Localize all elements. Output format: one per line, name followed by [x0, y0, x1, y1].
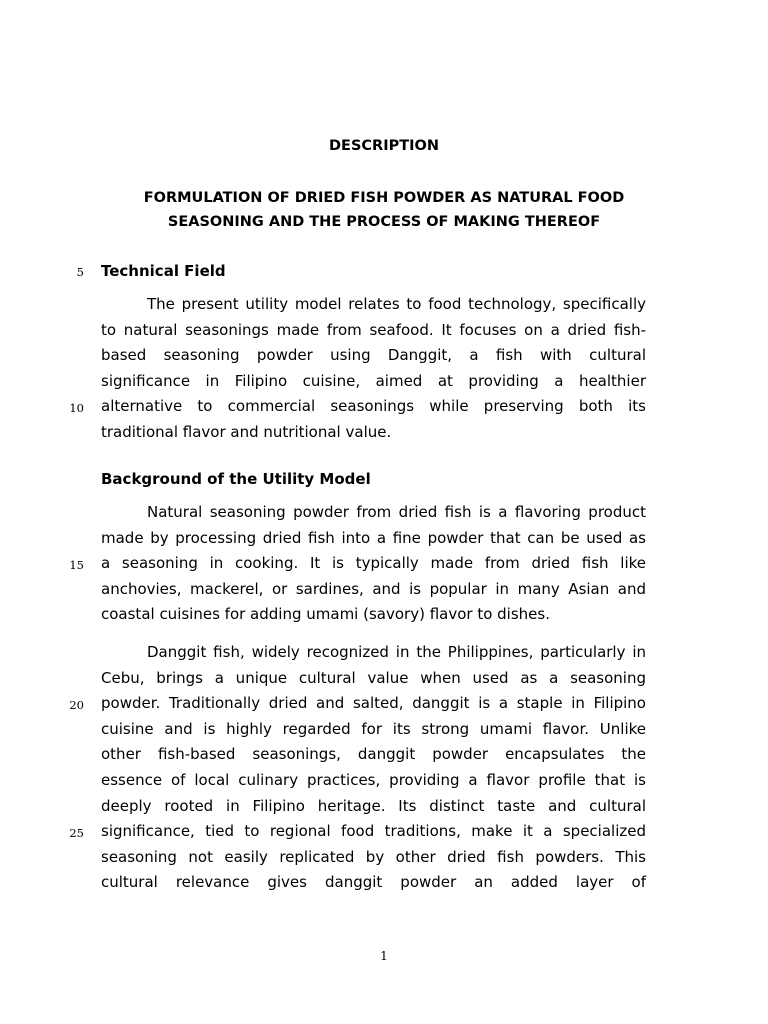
background-paragraph-2	[101, 640, 646, 896]
paragraph-line: alternative to commercial seasonings while preserving both its	[101, 397, 646, 416]
paragraph-line: Danggit fish, widely recognized in the Philippines, particularly in	[147, 643, 646, 661]
line-number-15: 15	[69, 558, 84, 572]
page-number: 1	[380, 949, 388, 963]
background-paragraph-1	[101, 500, 646, 628]
title-line-1: FORMULATION OF DRIED FISH POWDER AS NATURAL FOOD	[143, 190, 625, 206]
paragraph-line: to natural seasonings made from seafood. It focuses on a dried fish-	[101, 320, 646, 339]
description-heading: DESCRIPTION	[329, 138, 439, 154]
technical-field-heading: Technical Field	[101, 262, 226, 280]
paragraph-line: seasoning not easily replicated by other dried fish powders. This	[101, 847, 646, 866]
line-number-10: 10	[69, 401, 84, 415]
technical-field-paragraph	[101, 292, 646, 446]
paragraph-line: anchovies, mackerel, or sardines, and is popular in many Asian and	[101, 579, 646, 598]
paragraph-line: significance, tied to regional food traditions, make it a specialized	[101, 822, 646, 841]
paragraph-line: coastal cuisines for adding umami (savory) flavor to dishes.	[101, 605, 550, 624]
background-heading: Background of the Utility Model	[101, 470, 371, 488]
paragraph-line: a seasoning in cooking. It is typically made from dried fish like	[101, 554, 646, 573]
paragraph-line: Cebu, brings a unique cultural value when used as a seasoning	[101, 668, 646, 687]
paragraph-line: based seasoning powder using Danggit, a fish with cultural	[101, 346, 646, 365]
title-line-2: SEASONING AND THE PROCESS OF MAKING THEREOF	[167, 214, 601, 230]
paragraph-line: made by processing dried fish into a fine powder that can be used as	[101, 528, 646, 547]
paragraph-line: The present utility model relates to food technology, specifically	[147, 295, 646, 313]
line-number-20: 20	[69, 698, 84, 712]
paragraph-line: deeply rooted in Filipino heritage. Its distinct taste and cultural	[101, 796, 646, 815]
paragraph-line: essence of local culinary practices, providing a flavor profile that is	[101, 770, 646, 789]
paragraph-line: cultural relevance gives danggit powder an added layer of	[101, 873, 646, 892]
paragraph-line: traditional flavor and nutritional value.	[101, 422, 392, 441]
paragraph-line: other fish-based seasonings, danggit powder encapsulates the	[101, 745, 646, 764]
paragraph-line: significance in Filipino cuisine, aimed at providing a healthier	[101, 371, 646, 390]
paragraph-line: cuisine and is highly regarded for its strong umami flavor. Unlike	[101, 719, 646, 738]
line-number-25: 25	[69, 826, 84, 840]
paragraph-line: Natural seasoning powder from dried fish is a flavoring product	[147, 503, 646, 521]
line-number-5: 5	[76, 265, 84, 279]
paragraph-line: powder. Traditionally dried and salted, danggit is a staple in Filipino	[101, 694, 646, 713]
